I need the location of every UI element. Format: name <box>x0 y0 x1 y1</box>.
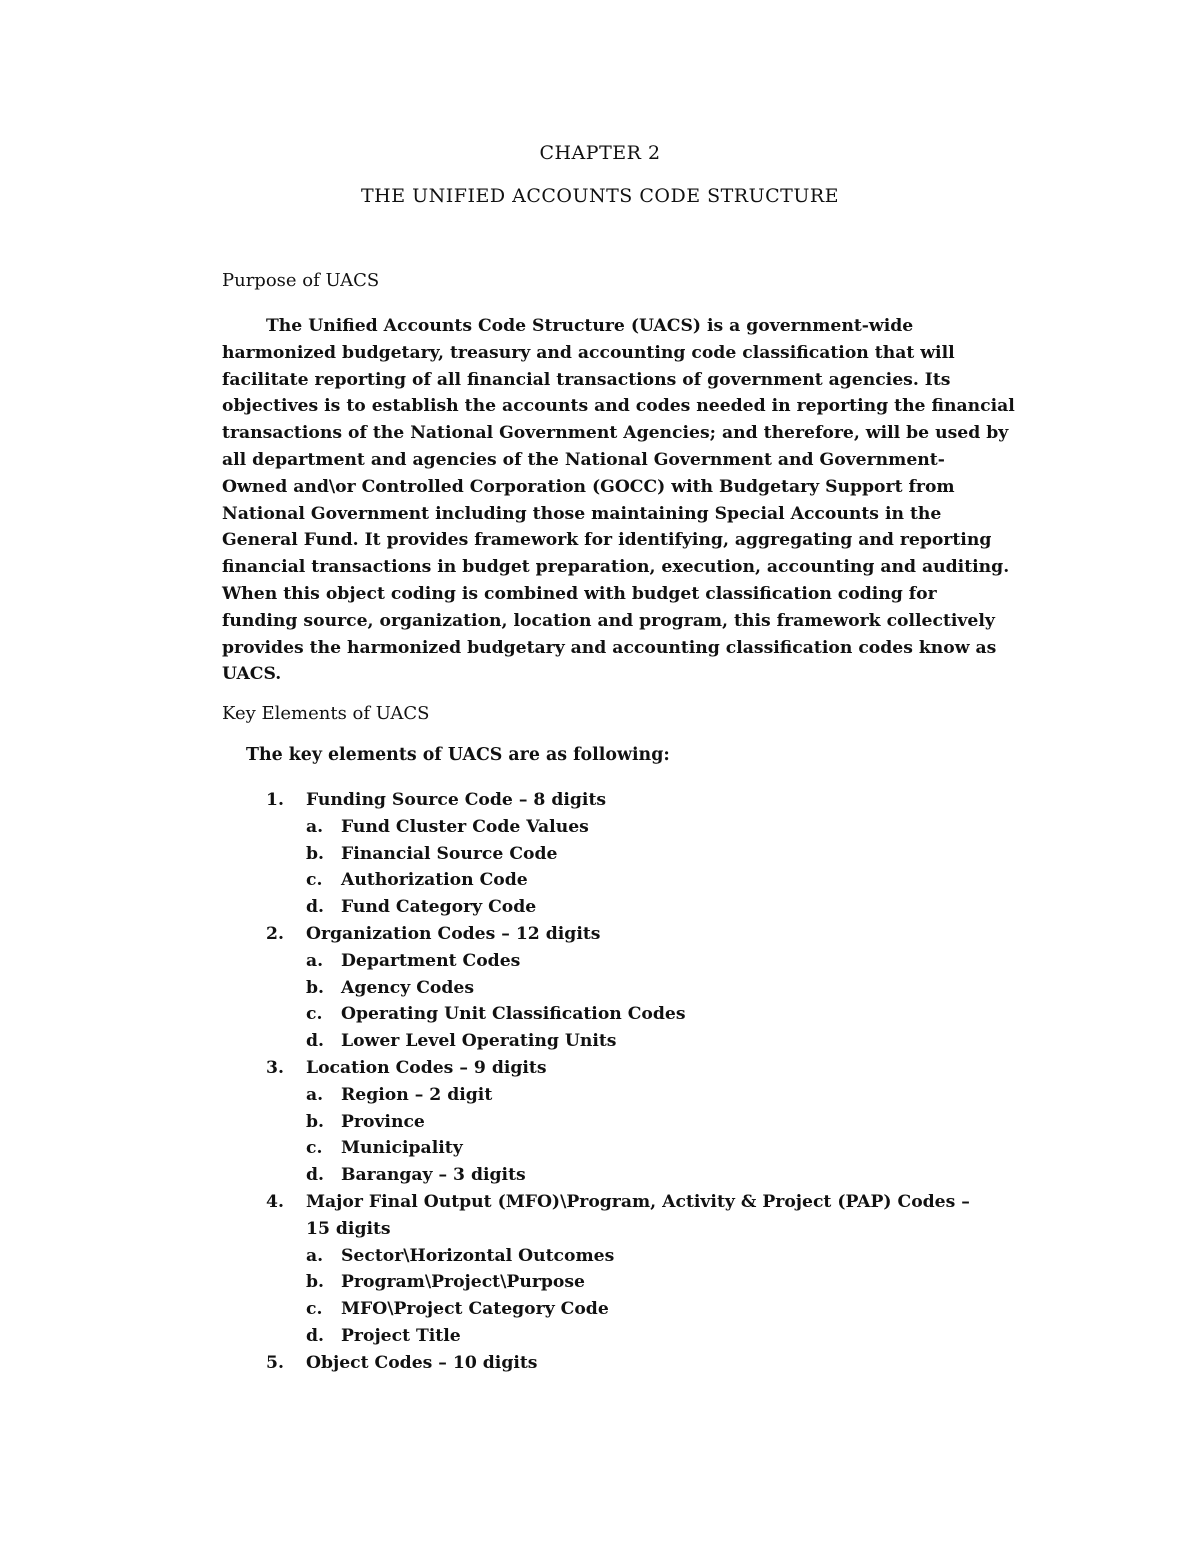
paragraph-line: UACS. <box>222 664 282 685</box>
list-item <box>266 1055 986 1082</box>
list-item <box>266 1189 986 1243</box>
sub-item-letter: b. <box>306 1111 325 1132</box>
sub-item-letter: b. <box>306 1272 325 1293</box>
sub-list-item <box>306 841 986 868</box>
sub-item-letter: c. <box>306 1138 323 1159</box>
sub-item-letter: c. <box>306 1004 323 1025</box>
sub-list-item <box>306 1269 986 1296</box>
list-item-number: 2. <box>266 923 284 944</box>
sub-list-item <box>306 814 986 841</box>
paragraph-line: provides the harmonized budgetary and accounting classification codes know as <box>222 637 997 658</box>
sub-item-text: Fund Cluster Code Values <box>341 816 589 837</box>
sub-list <box>306 948 986 1055</box>
sub-item-letter: a. <box>306 1084 324 1105</box>
key-elements-intro: The key elements of UACS are as following: <box>246 745 670 765</box>
paragraph-line: objectives is to establish the accounts and codes needed in reporting the financial <box>222 396 1015 417</box>
sub-item-text: Municipality <box>341 1138 463 1159</box>
sub-list-item <box>306 1109 986 1136</box>
list-item-text: Organization Codes – 12 digits <box>306 923 601 944</box>
sub-list-item <box>306 1135 986 1162</box>
sub-item-letter: a. <box>306 1245 324 1266</box>
paragraph-line: The Unified Accounts Code Structure (UACS) is a government-wide <box>266 316 914 336</box>
sub-list <box>306 814 986 921</box>
sub-list-item <box>306 1028 986 1055</box>
sub-list-item <box>306 1243 986 1270</box>
paragraph-line: When this object coding is combined with budget classification coding for <box>222 583 937 604</box>
sub-item-letter: a. <box>306 950 324 971</box>
sub-item-text: Fund Category Code <box>341 897 537 918</box>
list-item-text-line: 15 digits <box>306 1218 391 1239</box>
paragraph-line: financial transactions in budget preparation, execution, accounting and auditing. <box>222 557 1010 578</box>
sub-item-text: Agency Codes <box>341 977 474 998</box>
sub-item-letter: d. <box>306 1031 325 1052</box>
sub-item-text: Barangay – 3 digits <box>341 1165 526 1186</box>
sub-item-text: Department Codes <box>341 950 521 971</box>
list-item <box>266 1350 986 1377</box>
purpose-paragraph <box>222 313 1015 688</box>
list-item <box>266 787 986 814</box>
sub-item-text: Project Title <box>341 1325 461 1346</box>
paragraph-line: all department and agencies of the National Government and Government- <box>222 449 945 470</box>
sub-item-letter: c. <box>306 1299 323 1320</box>
sub-list-item <box>306 948 986 975</box>
list-item-text: Funding Source Code – 8 digits <box>306 790 607 810</box>
sub-list-item <box>306 1001 986 1028</box>
list-item-text: Object Codes – 10 digits <box>306 1352 538 1373</box>
paragraph-line: General Fund. It provides framework for identifying, aggregating and reporting <box>222 530 992 551</box>
sub-list-item <box>306 1296 986 1323</box>
sub-item-text: Financial Source Code <box>341 843 558 864</box>
sub-item-text: Region – 2 digit <box>341 1084 493 1105</box>
sub-item-letter: a. <box>306 816 324 837</box>
sub-list-item <box>306 1162 986 1189</box>
sub-item-text: Province <box>341 1111 425 1132</box>
sub-item-text: Sector\Horizontal Outcomes <box>341 1245 615 1266</box>
sub-item-text: Lower Level Operating Units <box>341 1031 617 1052</box>
key-elements-list <box>266 787 986 1377</box>
sub-item-letter: d. <box>306 1165 325 1186</box>
key-elements-heading: Key Elements of UACS <box>222 703 430 724</box>
sub-item-letter: b. <box>306 843 325 864</box>
paragraph-line: transactions of the National Government Agencies; and therefore, will be used by <box>222 423 1009 444</box>
paragraph-line: Owned and\or Controlled Corporation (GOCC) with Budgetary Support from <box>222 476 955 497</box>
sub-item-letter: d. <box>306 897 325 918</box>
purpose-heading: Purpose of UACS <box>222 270 380 291</box>
sub-item-letter: c. <box>306 870 323 891</box>
list-item-text: Location Codes – 9 digits <box>306 1057 547 1078</box>
list-item-text <box>306 1189 986 1243</box>
list-item-text-line: Major Final Output (MFO)\Program, Activity & Project (PAP) Codes – <box>306 1191 970 1212</box>
sub-list-item <box>306 867 986 894</box>
chapter-title: CHAPTER 2 <box>539 142 661 164</box>
sub-item-text: Authorization Code <box>341 870 528 891</box>
sub-list-item <box>306 975 986 1002</box>
list-item-number: 5. <box>266 1352 284 1373</box>
sub-item-text: MFO\Project Category Code <box>341 1299 609 1320</box>
sub-list-item <box>306 1323 986 1350</box>
list-item-number: 1. <box>266 790 284 810</box>
list-item-number: 4. <box>266 1191 284 1212</box>
sub-list <box>306 1082 986 1189</box>
sub-list-item <box>306 1082 986 1109</box>
paragraph-line: National Government including those maintaining Special Accounts in the <box>222 503 942 524</box>
sub-item-text: Program\Project\Purpose <box>341 1272 585 1293</box>
paragraph-line: harmonized budgetary, treasury and accounting code classification that will <box>222 342 955 363</box>
list-item <box>266 921 986 948</box>
sub-list <box>306 1243 986 1350</box>
paragraph-line: facilitate reporting of all financial transactions of government agencies. Its <box>222 369 951 390</box>
paragraph-line: funding source, organization, location and program, this framework collectively <box>222 610 995 631</box>
sub-list-item <box>306 894 986 921</box>
sub-item-letter: d. <box>306 1325 325 1346</box>
list-item-number: 3. <box>266 1057 284 1078</box>
chapter-subtitle: THE UNIFIED ACCOUNTS CODE STRUCTURE <box>360 185 840 207</box>
sub-item-letter: b. <box>306 977 325 998</box>
sub-item-text: Operating Unit Classification Codes <box>341 1004 686 1025</box>
